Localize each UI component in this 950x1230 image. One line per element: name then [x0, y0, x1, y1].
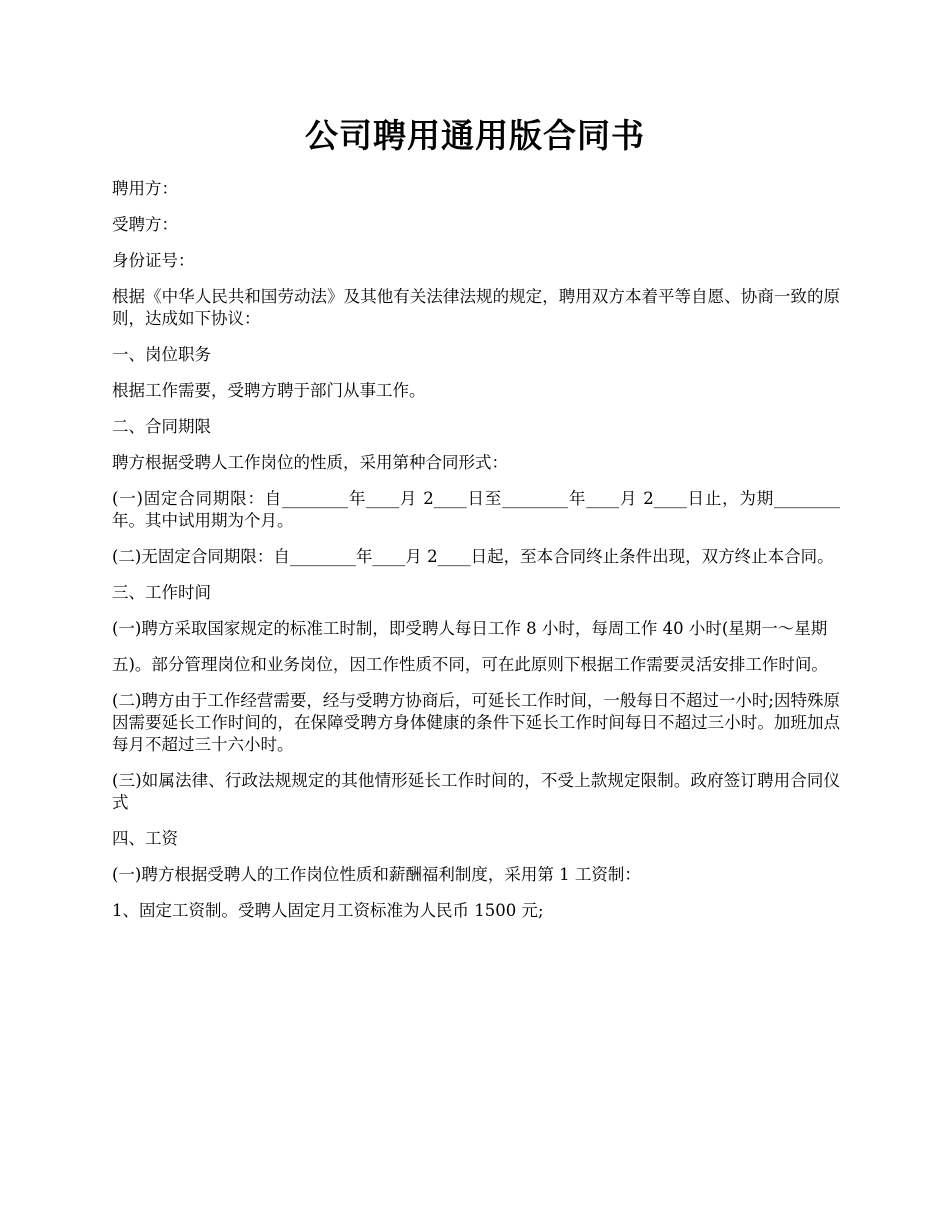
section-heading-salary: 四、工资: [112, 829, 178, 848]
preamble-paragraph: 根据《中华人民共和国劳动法》及其他有关法律法规的规定，聘用双方本着平等自愿、协商一致的原则，达成如下协议：: [112, 287, 840, 328]
fixed-salary-paragraph: 1、固定工资制。受聘人固定月工资标准为人民币 1500 元;: [112, 901, 544, 920]
open-term-paragraph: (二)无固定合同期限：自________年____月 2____日起，至本合同终止条件出现，双方终止本合同。: [112, 547, 834, 566]
id-number-field: 身份证号：: [112, 251, 195, 270]
position-paragraph: 根据工作需要，受聘方聘于部门从事工作。: [112, 381, 426, 400]
section-heading-hours: 三、工作时间: [112, 583, 211, 602]
flexible-hours-paragraph: 五)。部分管理岗位和业务岗位，因工作性质不同，可在此原则下根据工作需要灵活安排工作时间。: [112, 655, 828, 674]
section-heading-position: 一、岗位职务: [112, 345, 211, 364]
document-body: [112, 178, 840, 936]
term-intro-paragraph: 聘方根据受聘人工作岗位的性质，采用第种合同形式：: [112, 453, 508, 472]
overtime-paragraph: (二)聘方由于工作经营需要，经与受聘方协商后，可延长工作时间，一般每日不超过一小时;因特殊原因需要延长工作时间的，在保障受聘方身体健康的条件下延长工作时间每日不超过三小时。加班加点每月不超过三十六小时。: [112, 691, 840, 754]
document-title: 公司聘用通用版合同书: [305, 116, 645, 155]
standard-hours-paragraph: (一)聘方采取国家规定的标准工时制，即受聘人每日工作 8 小时，每周工作 40 小时(星期一～星期: [112, 619, 828, 638]
legal-exception-paragraph: (三)如属法律、行政法规规定的其他情形延长工作时间的，不受上款规定限制。政府签订聘用合同仪式: [112, 771, 840, 812]
employer-field: 聘用方：: [112, 179, 178, 198]
salary-system-paragraph: (一)聘方根据受聘人的工作岗位性质和薪酬福利制度，采用第 1 工资制：: [112, 865, 641, 884]
fixed-term-paragraph: (一)固定合同期限：自________年____月 2____日至________年____月 2____日止，为期________年。其中试用期为个月。: [112, 489, 840, 530]
section-heading-term: 二、合同期限: [112, 417, 211, 436]
employee-field: 受聘方：: [112, 215, 178, 234]
